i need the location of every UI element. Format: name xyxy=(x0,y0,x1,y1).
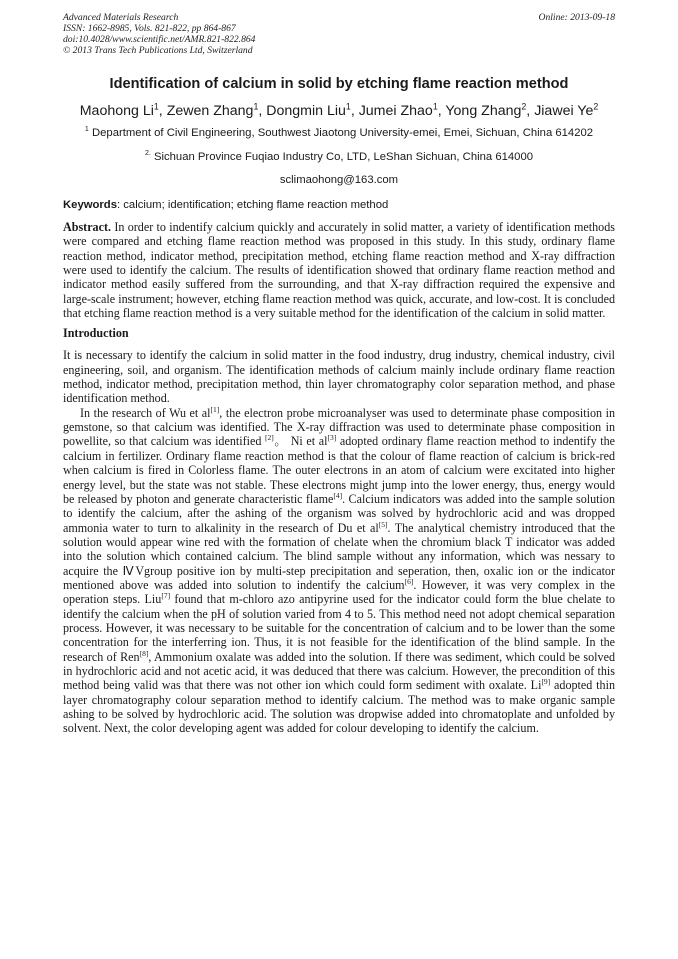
affiliation-1-text: Department of Civil Engineering, Southwest Jiaotong University-emei, Emei, Sichuan, China 614202 xyxy=(91,127,594,139)
citation-ref: [9] xyxy=(541,677,551,687)
paragraph-text: . Calcium indicators was added into the sample solution to identify the calcium, after the ashing of the organism was solved by hydrochloric acid and was dropped ammonia water to turn to alkalinity in the research of Du et al xyxy=(63,491,615,535)
author-name: Zewen Zhang xyxy=(166,103,254,119)
author-email: sclimaohong@163.com xyxy=(279,174,399,186)
journal-header xyxy=(63,12,615,56)
issn-line: ISSN: 1662-8985, Vols. 821-822, pp 864-867 xyxy=(63,23,236,34)
author-name: Jiawei Ye xyxy=(534,103,594,119)
intro-paragraph-2 xyxy=(63,406,615,736)
author-affiliation-mark: 2 xyxy=(593,101,599,112)
paragraph-text: , Ammonium oxalate was added into the solution. If there was sediment, which could be solved in hydrochloric acid and not acetic acid, it was deduced that there was calcium. However, the precondition of this method being valid was that there was not other ion which could form sediment with oxalate. Li xyxy=(63,649,615,693)
paragraph-text: found that m-chloro azo antipyrine used for the indicator could form the blue chelate to identify the calcium when the pH of solution varied from 4 to 5. This method need not adopt chemical separation process. However, it was necessary to be suitable for the concentration of calcium and to be lower than the some concentration for the interferring ion. Thus, it is not feasible for the identification of the blind sample. In the research of Ren xyxy=(63,592,615,664)
citation-ref: [5] xyxy=(378,519,388,529)
paragraph-text: adopted ordinary flame reaction method to indentify the calcium in fertilizer. Ordinary flame reaction method is that the colour of flame reaction of calcium is brick-red when calcium is fired in Colorless flame. The outer electrons in an atom of calcium were excitated into higher energy level, but the state was not stable. These electrons might jump into the lower energy, thus, energy would be released by photon and generate characteristic flame xyxy=(63,434,616,506)
abstract-label: Abstract. xyxy=(63,220,112,234)
author-name: Yong Zhang xyxy=(445,103,522,119)
online-date: Online: 2013-09-18 xyxy=(538,12,615,23)
section-heading-introduction: Introduction xyxy=(63,326,129,341)
keywords-text: : calcium; identification; etching flame reaction method xyxy=(117,199,389,211)
paragraph-text: 。 Ni et al xyxy=(273,434,328,449)
doi-line: doi:10.4028/www.scientific.net/AMR.821-822.864 xyxy=(63,34,256,45)
author-affiliation-mark: 1 xyxy=(432,101,438,112)
author-separator: , xyxy=(437,103,446,119)
affiliation-1-mark: 1 xyxy=(84,126,89,134)
author-separator: , xyxy=(258,103,267,119)
citation-ref: [6] xyxy=(404,576,414,586)
author-affiliation-mark: 1 xyxy=(253,101,259,112)
paragraph-text: In the research of Wu et al xyxy=(80,405,211,420)
copyright-line: © 2013 Trans Tech Publications Ltd, Switzerland xyxy=(63,45,253,56)
paragraph-text: , the electron probe microanalyser was used to determinate phase composition in gemstone, so that calcium was identified. The X-ray diffraction was used to determinate phase composition in powellite, so that calcium was identified xyxy=(63,405,615,449)
author-name: Jumei Zhao xyxy=(358,103,433,119)
paper-page xyxy=(63,12,615,736)
paragraph-text: . However, it was very complex in the operation steps. Liu xyxy=(63,577,615,607)
citation-ref: [2] xyxy=(265,433,274,443)
author-affiliation-mark: 1 xyxy=(153,101,159,112)
paragraph-text: adopted thin layer chromatography colour separation method to identify calcium. The method was to make organic sample ashing to be solved by hydrochloric acid. The solution was dropwise added into chromatoplate and unfolded by solvent. Next, the color developing agent was added for colour developing to identify the calcium. xyxy=(63,678,615,736)
paragraph-text: . The analytical chemistry introduced that the solution would appear wine red with the formation of chelate when the chromium black T indicator was added into the solution which contained calcium. The blind sample without any information, which was nessary to acquire the ⅣVgroup positive ion by multi-step precipitation and seperation, then, oxalic ion or the indicator mentioned above was added into solution to indentify the calcium xyxy=(63,520,615,592)
affiliation-2-text: Sichuan Province Fuqiao Industry Co, LTD, LeShan Sichuan, China 614000 xyxy=(153,151,534,163)
author-separator: , xyxy=(350,103,359,119)
author-affiliation-mark: 1 xyxy=(345,101,351,112)
author-name: Maohong Li xyxy=(79,103,154,119)
author-separator: , xyxy=(158,103,167,119)
keywords-label: Keywords xyxy=(63,199,117,211)
author-name: Dongmin Liu xyxy=(266,103,346,119)
affiliation-2 xyxy=(63,150,615,164)
citation-ref: [1] xyxy=(210,404,220,414)
affiliation-1 xyxy=(73,126,605,140)
keywords xyxy=(63,198,615,212)
author-list xyxy=(69,102,609,120)
citation-ref: [8] xyxy=(139,648,149,658)
paper-title: Identification of calcium in solid by etching flame reaction method xyxy=(109,76,569,92)
author-separator: , xyxy=(526,103,535,119)
journal-name: Advanced Materials Research xyxy=(63,12,179,23)
citation-ref: [3] xyxy=(327,433,337,443)
intro-paragraph-1: It is necessary to identify the calcium in solid matter in the food industry, drug industry, chemical industry, civil engineering, soil, and organism. The identification methods of calcium mainly include ordinary flame reaction method, indicator method, precipitation method, thin layer chromatography color separation method, and phase identification method. xyxy=(63,348,615,406)
affiliation-2-mark: 2. xyxy=(144,150,151,158)
abstract xyxy=(63,220,615,320)
abstract-text: In order to indentify calcium quickly and accurately in solid matter, a variety of identification methods were compared and etching flame reaction method was proposed in this study. In this study, ordinary flame reaction method, indicator method, precipitation method, etching flame reaction method and X-ray diffraction were used to identify the calcium. The results of identification showed that ordinary flame reaction method and indicator method easily suffered from the surrounding, and that X-ray diffraction required the expensive and large-scale instrument; however, etching flame reaction method was quick, accurate, and low-cost. It is concluded that etching flame reaction method is a very suitable method for the identification of the calcium in solid matter. xyxy=(63,220,615,321)
author-affiliation-mark: 2 xyxy=(521,101,527,112)
citation-ref: [4] xyxy=(333,490,343,500)
citation-ref: [7] xyxy=(161,591,171,601)
